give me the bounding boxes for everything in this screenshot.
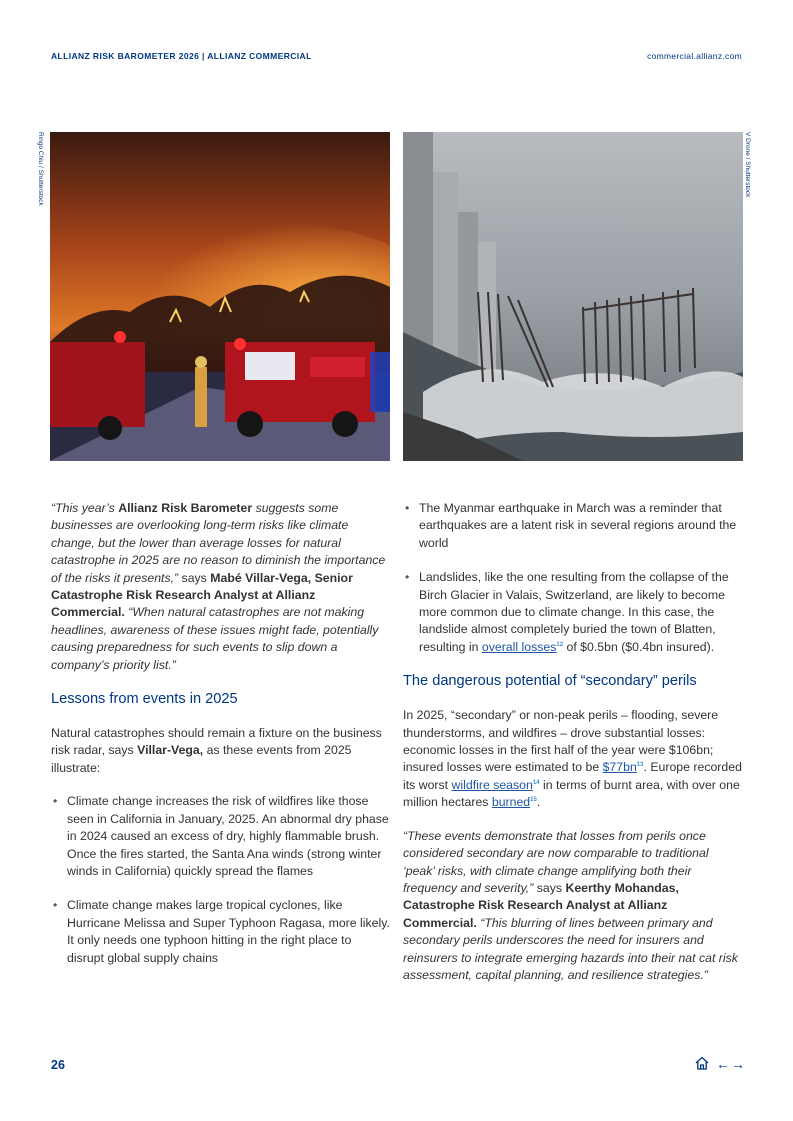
storm-waves-seawall-photo: [403, 132, 743, 461]
footnote-ref-14: 14: [532, 779, 540, 786]
wildfire-fire-truck-photo: [50, 132, 390, 461]
header-publication-title: ALLIANZ RISK BAROMETER 2026 | ALLIANZ COMMERCIAL: [51, 51, 312, 61]
photo-credit-left: Ringo Chiu / Shutterstock: [37, 132, 44, 206]
wildfire-season-link[interactable]: wildfire season: [451, 777, 533, 792]
events-bullet-list: [403, 500, 743, 656]
footnote-ref-15: 15: [530, 797, 537, 804]
list-item-landslides: • Landslides, like the one resulting from the collapse of the Birch Glacier in Valais, Switzerland, are likely to become more common due to climate change. In this case, the landslide almost completely buried the town of Blatten, resulting in overall losses$^{12}$ of $0.5bn ($0.4bn insured).: [403, 569, 743, 656]
list-item-myanmar-earthquake: • The Myanmar earthquake in March was a reminder that earthquakes are a latent risk in several regions around the world: [403, 500, 743, 552]
footnote-ref-13: 13: [636, 762, 644, 769]
section-heading-secondary-perils: The dangerous potential of “secondary” perils: [403, 673, 697, 690]
arrow-right-icon[interactable]: →: [731, 1056, 745, 1072]
burned-link[interactable]: burned: [491, 795, 531, 810]
right-column: [403, 500, 743, 984]
list-item-tropical-cyclones: • Climate change makes large tropical cyclones, like Hurricane Melissa and Super Typhoon Ragasa, more likely. It only needs one typhoon hitting in the right place to disrupt global supply chains: [51, 897, 391, 967]
section-heading-lessons: Lessons from events in 2025: [51, 691, 238, 708]
mohandas-quote: “These events demonstrate that losses from perils once considered secondary are now comparable to traditional ‘peak’ risks, with climate change amplifying both their frequency and severity,” says Keerthy Mohandas, Catastrophe Risk Research Analyst at Allianz Commercial. “This blurring of lines between primary and secondary perils underscores the need for insurers and reinsurers to integrate emerging hazards into their nat cat risk assessment, capital planning, and resilience strategies.”: [403, 828, 738, 982]
villar-vega-quote: “This year’s Allianz Risk Barometer suggests some businesses are overlooking long-term risks like climate change, but the lower than average losses for natural catastrophe in 2025 are no reason to diminish the importance of the risks it presents,” says Mabé Villar-Vega, Senior Catastrophe Risk Research Analyst at Allianz Commercial. “When natural catastrophes are not making headlines, awareness of these issues might fade, potentially causing preparedness for such events to slip down a company’s priority list.”: [51, 501, 386, 672]
page-number: 26: [51, 1058, 65, 1072]
arrow-left-icon[interactable]: ←: [716, 1056, 730, 1072]
photo-credit-right: V Drone / Shutterstock: [744, 132, 751, 198]
lessons-bullet-list: [51, 793, 391, 967]
home-icon[interactable]: [694, 1055, 710, 1073]
header-website-link[interactable]: commercial.allianz.com: [647, 51, 742, 61]
overall-losses-link[interactable]: overall losses: [481, 639, 557, 654]
secondary-perils-paragraph: In 2025, “secondary” or non-peak perils – flooding, severe thunderstorms, and wildfires – drove substantial losses: economic losses in the first half of the year were $106bn; insured losses were estimated to be $77bn$^{13}$. Europe recorded its worst wildfire season$^{14}$ in terms of burnt area, with over one million hectares burned$^{15}$.: [403, 708, 742, 810]
footnote-ref-12: 12: [556, 641, 564, 648]
list-item-wildfires: • Climate change increases the risk of wildfires like those seen in California in January, 2025. An abnormal dry phase in 2024 caused an excess of dry, highly flammable brush. Once the fires started, the Santa Ana winds (strong winter winds in California) quickly spread the flames: [51, 793, 391, 880]
lessons-intro: Natural catastrophes should remain a fixture on the business risk radar, says Villar-Vega, as these events from 2025 illustrate:: [51, 726, 382, 775]
left-column: [51, 500, 391, 967]
insured-losses-link[interactable]: $77bn: [602, 760, 637, 775]
